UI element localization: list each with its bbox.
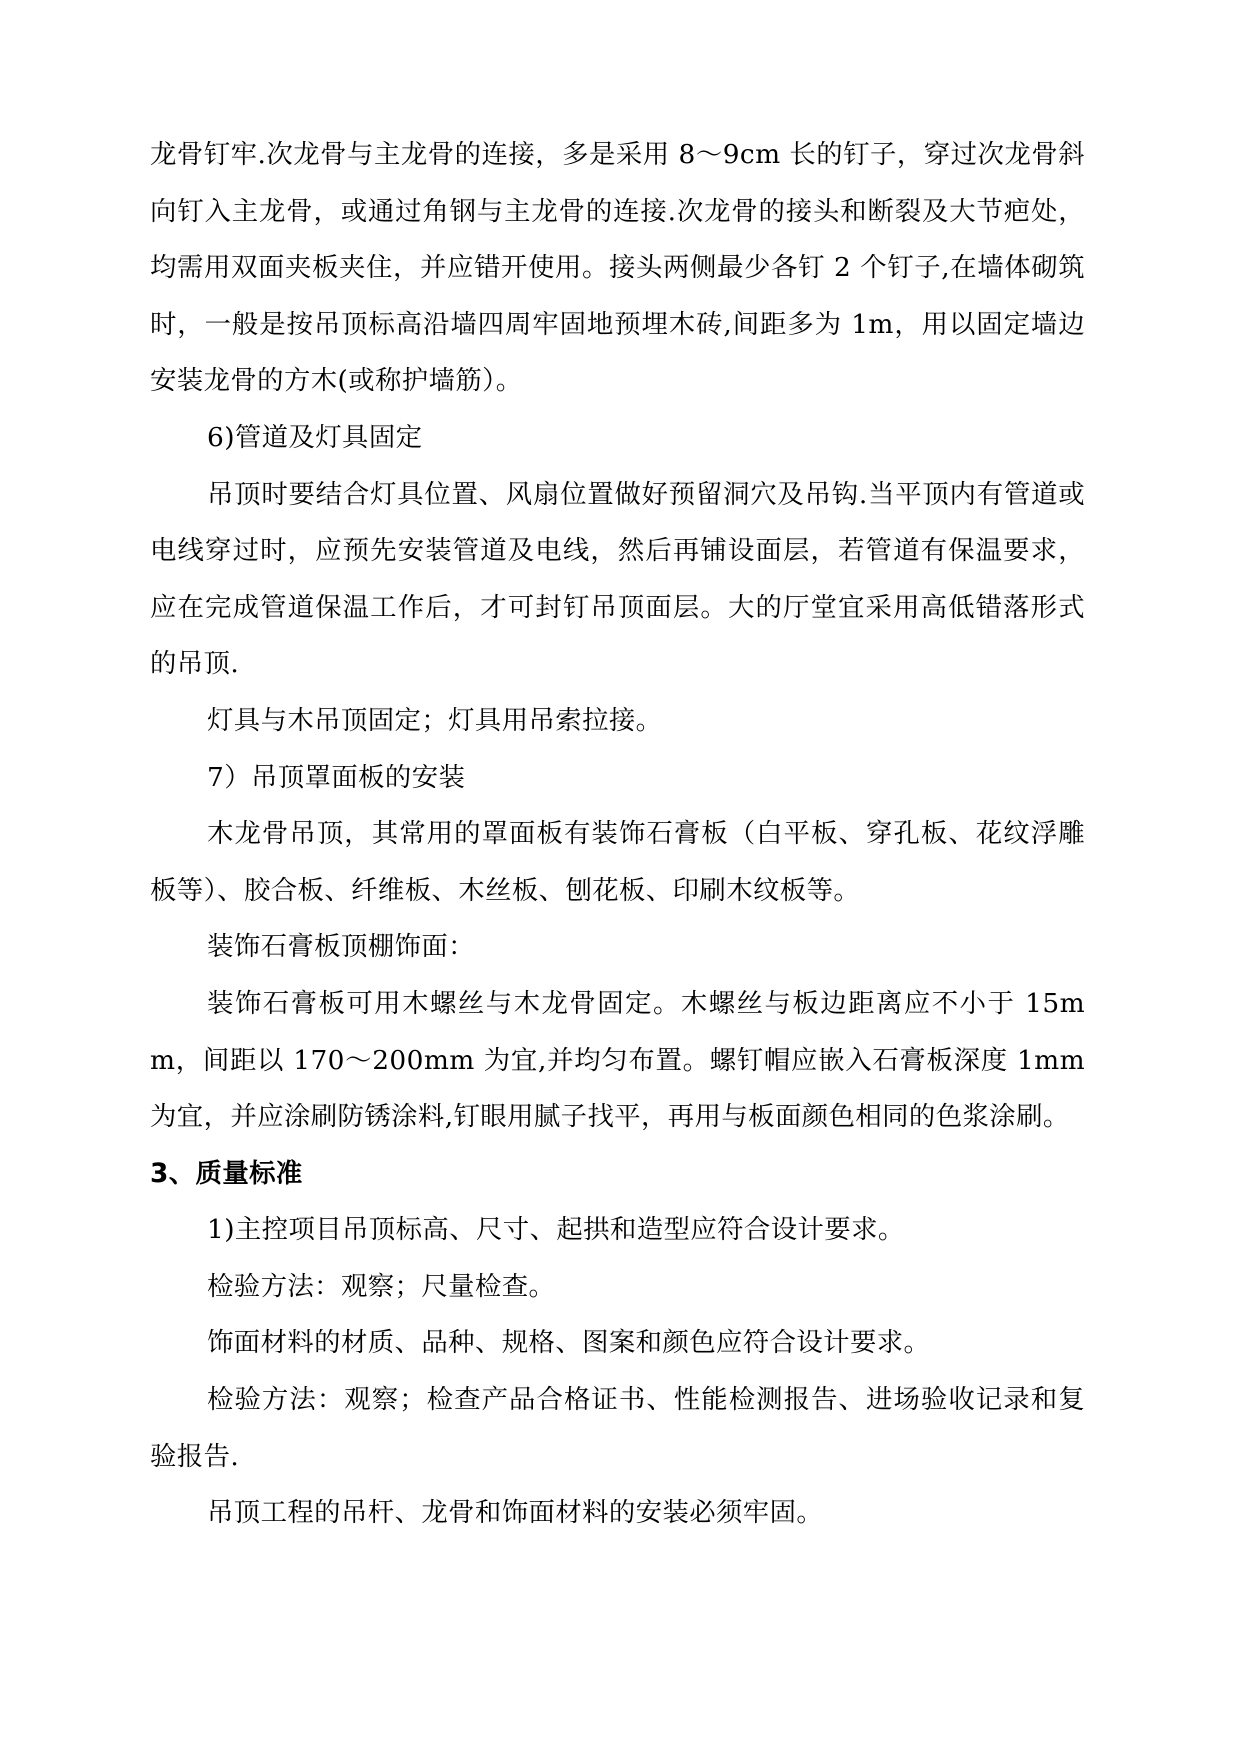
body-paragraph-ceiling-openings: 吊顶时要结合灯具位置、风扇位置做好预留洞穴及吊钩.当平顶内有管道或电线穿过时，应预先安装管道及电线，然后再铺设面层，若管道有保温要求，应在完成管道保温工作后，才可封钉吊顶面层。大的厅堂宜采用高低错落形式的吊顶.	[150, 478, 1085, 680]
body-paragraph-lamp-fixing: 灯具与木吊顶固定；灯具用吊索拉接。	[207, 704, 663, 736]
body-paragraph-panel-types: 木龙骨吊顶，其常用的罩面板有装饰石膏板（白平板、穿孔板、花纹浮雕板等）、胶合板、纤维板、木丝板、刨花板、印刷木纹板等。	[150, 818, 1085, 906]
body-paragraph-inspection-method-2: 检验方法：观察；检查产品合格证书、性能检测报告、进场验收记录和复验报告.	[150, 1384, 1085, 1472]
section-heading-quality-standard: 3、质量标准	[150, 1157, 303, 1189]
body-paragraph-keel-nailing: 龙骨钉牢.次龙骨与主龙骨的连接，多是采用 8～9cm 长的钉子，穿过次龙骨斜向钉入主龙骨，或通过角钢与主龙骨的连接.次龙骨的接头和断裂及大节疤处，均需用双面夹板夹住，并应错开使用。接头两侧最少各钉 2 个钉子,在墙体砌筑时，一般是按吊顶标高沿墙四周牢固地预埋木砖,间距多为 1m，用以固定墙边安装龙骨的方木(或称护墙筋）。	[150, 139, 1086, 397]
body-paragraph-gypsum-screws: 装饰石膏板可用木螺丝与木龙骨固定。木螺丝与板边距离应不小于 15mm，间距以 170～200mm 为宜,并均匀布置。螺钉帽应嵌入石膏板深度 1mm 为宜，并应涂刷防锈涂料,钉眼用腻子找平，再用与板面颜色相同的色浆涂刷。	[150, 987, 1085, 1133]
body-paragraph-inspection-method-1: 检验方法：观察；尺量检查。	[207, 1270, 556, 1302]
item-heading-cover-panels: 7）吊顶罩面板的安装	[207, 761, 466, 793]
item-heading-pipes-lamps: 6)管道及灯具固定	[207, 421, 423, 453]
body-paragraph-gypsum-facing-label: 装饰石膏板顶棚饰面：	[207, 931, 475, 963]
body-paragraph-facing-material: 饰面材料的材质、品种、规格、图案和颜色应符合设计要求。	[207, 1327, 931, 1359]
body-paragraph-main-control: 1)主控项目吊顶标高、尺寸、起拱和造型应符合设计要求。	[207, 1214, 905, 1246]
document-body	[150, 127, 1085, 1542]
body-paragraph-installation-firm: 吊顶工程的吊杆、龙骨和饰面材料的安装必须牢固。	[207, 1497, 824, 1529]
